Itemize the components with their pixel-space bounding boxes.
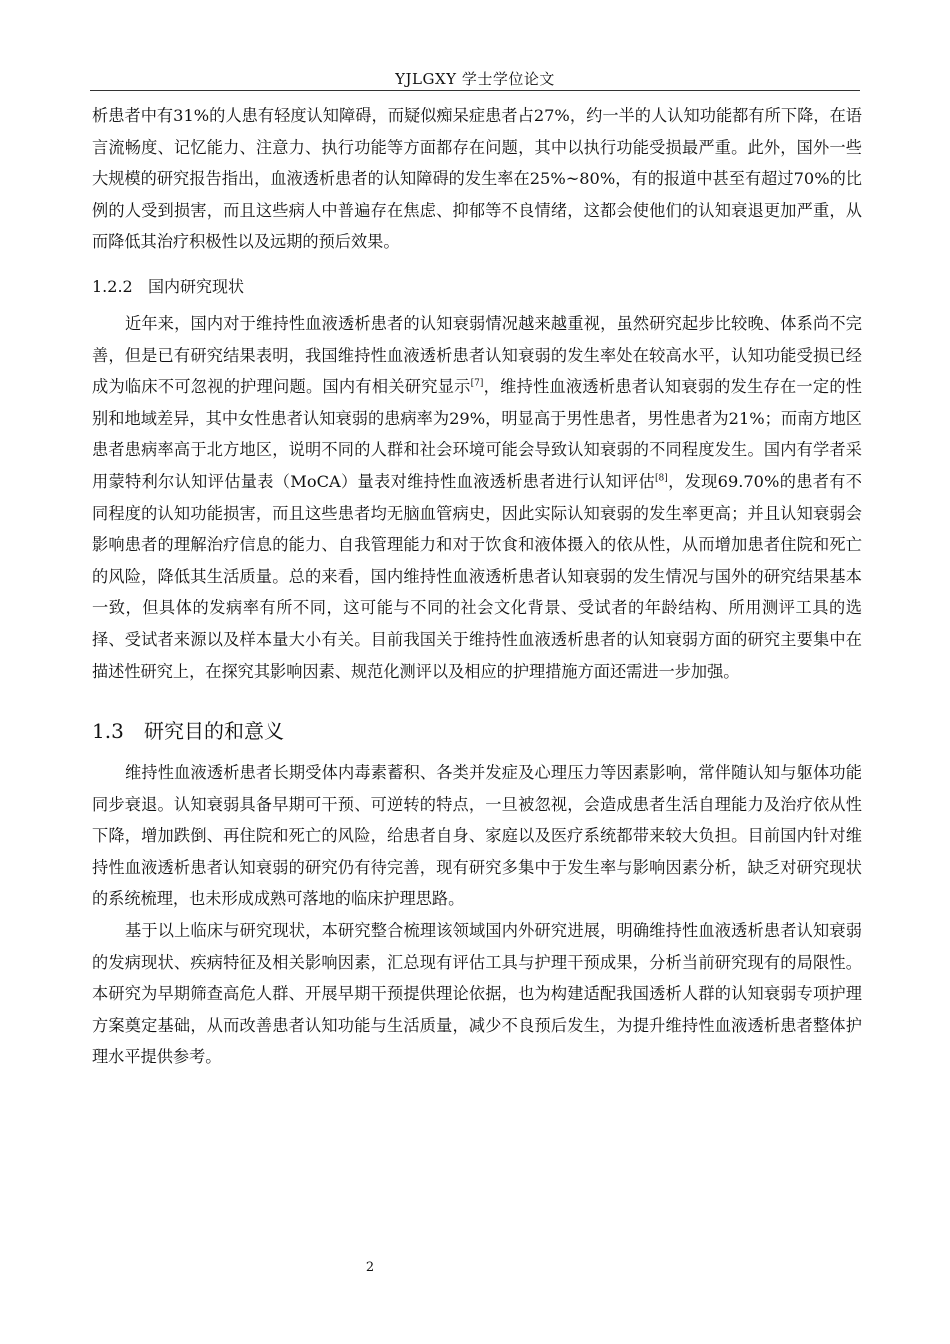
paragraph-purpose: 维持性血液透析患者长期受体内毒素蓄积、各类并发症及心理压力等因素影响，常伴随认知与躯体功能同步衰退。认知衰弱具备早期可干预、可逆转的特点，一旦被忽视，会造成患者生活自理能力及治疗依从性下降，增加跌倒、再住院和死亡的风险，给患者自身、家庭以及医疗系统都带来较大负担。目前国内针对维持性血液透析患者认知衰弱的研究仍有待完善，现有研究多集中于发生率与影响因素分析，缺乏对研究现状的系统梳理，也未形成成熟可落地的临床护理思路。 <box>92 763 862 909</box>
section-title: 国内研究现状 <box>148 276 245 296</box>
text-segment: ，发现69.70%的患者有不同程度的认知功能损害，而且这些患者均无脑血管病史，因此实际认知衰弱的发生率更高；并且认知衰弱会影响患者的理解治疗信息的能力、自我管理能力和对于饮食和液体摄入的依从性，从而增加患者住院和死亡的风险，降低其生活质量。总的来看，国内维持性血液透析患者认知衰弱的发生情况与国外的研究结果基本一致，但具体的发病率有所不同，这可能与不同的社会文化背景、受试者的年龄结构、所用测评工具的选择、受试者来源以及样本量大小有关。目前我国关于维持性血液透析患者的认知衰弱方面的研究主要集中在描述性研究上，在探究其影响因素、规范化测评以及相应的护理措施方面还需进一步加强。 <box>92 471 862 681</box>
section-title: 研究目的和意义 <box>144 719 284 744</box>
section-heading-1-2-2 <box>92 272 862 302</box>
section-number: 1.3 <box>92 719 124 744</box>
citation-ref-8[interactable]: [8] <box>654 473 668 484</box>
paragraph-continued: 析患者中有31%的人患有轻度认知障碍，而疑似痴呆症患者占27%，约一半的人认知功能都有所下降，在语言流畅度、记忆能力、注意力、执行功能等方面都存在问题，其中以执行功能受损最严重。此外，国外一些大规模的研究报告指出，血液透析患者的认知障碍的发生率在25%~80%，有的报道中甚至有超过70%的比例的人受到损害，而且这些病人中普遍存在焦虑、抑郁等不良情绪，这都会使他们的认知衰退更加严重，从而降低其治疗积极性以及远期的预后效果。 <box>92 106 862 252</box>
paragraph-domestic-research <box>92 308 862 687</box>
text-segment: ，维持性血液透析患者认知衰弱的发生存在一定的性别和地域差异，其中女性患者认知衰弱的患病率为29%，明显高于男性患者，男性患者为21%；而南方地区患者患病率高于北方地区，说明不同的人群和社会环境可能会导致认知衰弱的不同程度发生。国内有学者采用蒙特利尔认知评估量表（MoCA）量表对维持性血液透析患者进行认知评估 <box>92 377 862 491</box>
paragraph-significance: 基于以上临床与研究现状，本研究整合梳理该领域国内外研究进展，明确维持性血液透析患者认知衰弱的发病现状、疾病特征及相关影响因素，汇总现有评估工具与护理干预成果，分析当前研究现有的局限性。本研究为早期筛查高危人群、开展早期干预提供理论依据，也为构建适配我国透析人群的认知衰弱专项护理方案奠定基础，从而改善患者认知功能与生活质量，减少不良预后发生，为提升维持性血液透析患者整体护理水平提供参考。 <box>92 921 862 1067</box>
page-number: 2 <box>365 1260 375 1275</box>
running-header: YJLGXY 学士学位论文 <box>395 70 555 88</box>
citation-ref-7[interactable]: [7] <box>470 378 484 389</box>
text-segment: 近年来，国内对于维持性血液透析患者的认知衰弱情况越来越重视，虽然研究起步比较晚、体系尚不完善，但是已有研究结果表明，我国维持性血液透析患者认知衰弱的发生率处在较高水平，认知功能受损已经成为临床不可忽视的护理问题。国内有相关研究显示 <box>92 313 862 397</box>
section-number: 1.2.2 <box>92 276 133 296</box>
page-body <box>92 100 862 1073</box>
section-heading-1-3 <box>92 713 862 749</box>
header-rule <box>90 90 860 91</box>
